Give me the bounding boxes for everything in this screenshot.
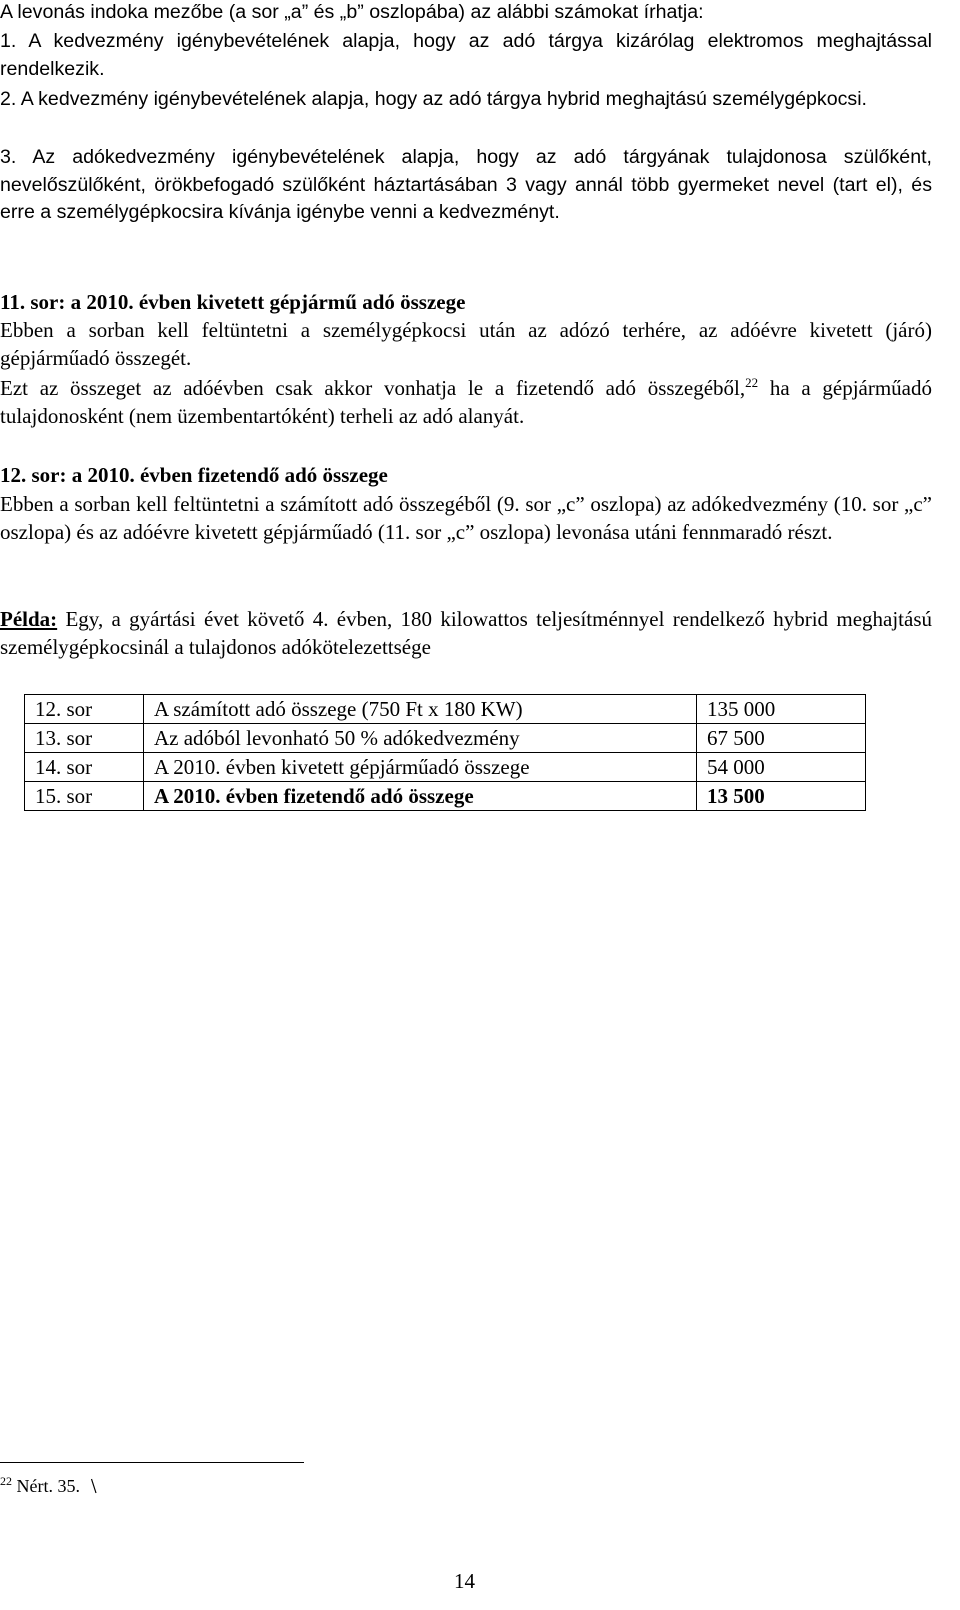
example-text: Egy, a gyártási évet követő 4. évben, 180 kilowattos teljesítménnyel rendelkező hybrid meghajtású személygépkocsinál a tulajdonos adókötelezettsége [0, 607, 932, 659]
description-cell: A számított adó összege (750 Ft x 180 KW) [144, 695, 697, 724]
section-11-paragraph-1: Ebben a sorban kell feltüntetni a személygépkocsi után az adózó terhére, az adóévre kivetett (járó) gépjárműadó összegét. [0, 318, 932, 370]
section-11-paragraph-2 [0, 375, 932, 430]
calculation-table [24, 694, 866, 811]
footnote-reference: 22 [745, 375, 759, 390]
reason-item-1: 1. A kedvezmény igénybevételének alapja, hogy az adó tárgya kizárólag elektromos meghajtással rendelkezik. [0, 30, 932, 80]
example-paragraph [0, 606, 932, 661]
section-12-heading: 12. sor: a 2010. évben fizetendő adó összege [0, 463, 388, 487]
description-cell: A 2010. évben fizetendő adó összege [144, 782, 697, 811]
reason-item-2: 2. A kedvezmény igénybevételének alapja, hogy az adó tárgya hybrid meghajtású személygépkocsi. [0, 88, 868, 110]
section-11-paragraph-2-start: Ezt az összeget az adóévben csak akkor vonhatja le a fizetendő adó összegéből, [0, 376, 746, 400]
section-12-paragraph: Ebben a sorban kell feltüntetni a számított adó összegéből (9. sor „c” oszlopa) az adókedvezmény (10. sor „c” oszlopa) és az adóévre kivetett gépjárműadó (11. sor „c” oszlopa) levonása utáni fennmaradó részt. [0, 492, 932, 544]
table-row-total [25, 782, 866, 811]
table-row [25, 753, 866, 782]
amount-cell: 67 500 [697, 724, 866, 753]
amount-cell: 13 500 [697, 782, 866, 811]
row-number-cell: 13. sor [25, 724, 144, 753]
amount-cell: 54 000 [697, 753, 866, 782]
row-number-cell: 15. sor [25, 782, 144, 811]
reason-item-3: 3. Az adókedvezmény igénybevételének alapja, hogy az adó tárgyának tulajdonosa szülőként, nevelőszülőként, örökbefogadó szülőként háztartásában 3 vagy annál több gyermeket nevel (tart el), és erre a személygépkocsira kívánja igénybe venni a kedvezményt. [0, 146, 932, 223]
row-number-cell: 14. sor [25, 753, 144, 782]
table-row [25, 724, 866, 753]
footnote [0, 1476, 97, 1496]
description-cell: A 2010. évben kivetett gépjárműadó összege [144, 753, 697, 782]
amount-cell: 135 000 [697, 695, 866, 724]
placeholder-glyph-icon [90, 1478, 97, 1494]
footnote-separator [0, 1462, 304, 1463]
row-number-cell: 12. sor [25, 695, 144, 724]
description-cell: Az adóból levonható 50 % adókedvezmény [144, 724, 697, 753]
example-label: Példa: [0, 607, 58, 631]
footnote-number: 22 [0, 1474, 12, 1488]
section-11-heading: 11. sor: a 2010. évben kivetett gépjármű adó összege [0, 290, 466, 314]
intro-line: A levonás indoka mezőbe (a sor „a” és „b” oszlopába) az alábbi számokat írhatja: [0, 1, 704, 23]
page-number: 14 [454, 1569, 475, 1593]
section-11-paragraph-2-end: ha a gépjárműadó tulajdonosként (nem üzembentartóként) terheli az adó alanyát. [0, 376, 932, 428]
table-row [25, 695, 866, 724]
footnote-text: Nért. 35. [12, 1476, 85, 1496]
